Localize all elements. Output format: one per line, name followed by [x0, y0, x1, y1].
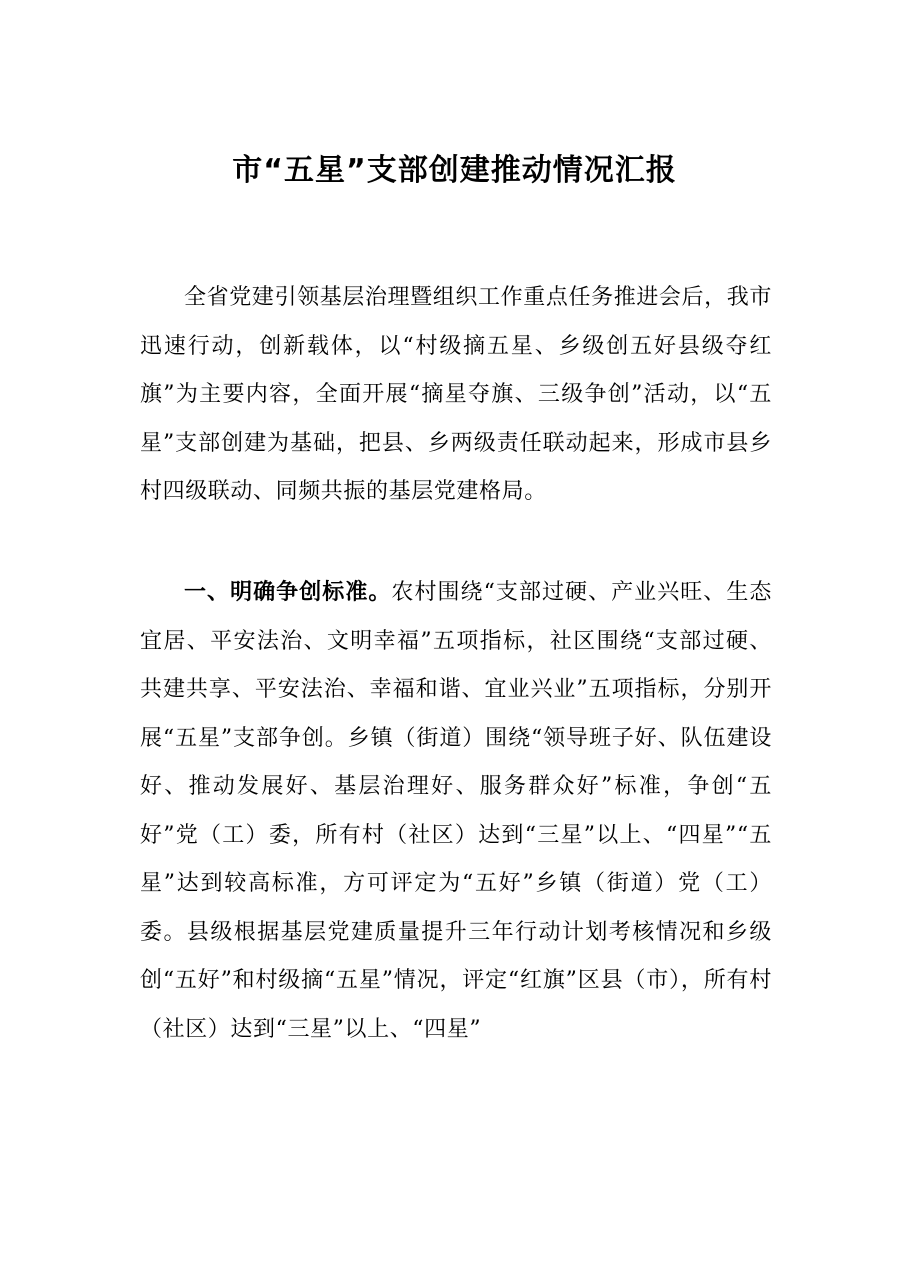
document-title: 市“五星”支部创建推动情况汇报	[232, 153, 677, 188]
section-1-heading: 一、明确争创标准。	[184, 580, 392, 605]
intro-paragraph: 全省党建引领基层治理暨组织工作重点任务推进会后，我市迅速行动，创新载体，以“村级摘五星、乡级创五好县级夺红旗”为主要内容，全面开展“摘星夺旗、三级争创”活动，以“五星”支部创建为基础，把县、乡两级责任联动起来，形成市县乡村四级联动、同频共振的基层党建格局。	[140, 285, 772, 504]
section-1-text: 农村围绕“支部过硬、产业兴旺、生态宜居、平安法治、文明幸福”五项指标，社区围绕“支部过硬、共建共享、平安法治、幸福和谐、宜业兴业”五项指标，分别开展“五星”支部争创。乡镇（街道）围绕“领导班子好、队伍建设好、推动发展好、基层治理好、服务群众好”标准，争创“五好”党（工）委，所有村（社区）达到“三星”以上、“四星”“五星”达到较高标准，方可评定为“五好”乡镇（街道）党（工）委。县级根据基层党建质量提升三年行动计划考核情况和乡级创“五好”和村级摘“五星”情况，评定“红旗”区县（市），所有村（社区）达到“三星”以上、“四星”	[140, 580, 773, 1042]
section-1-paragraph	[140, 569, 772, 1054]
